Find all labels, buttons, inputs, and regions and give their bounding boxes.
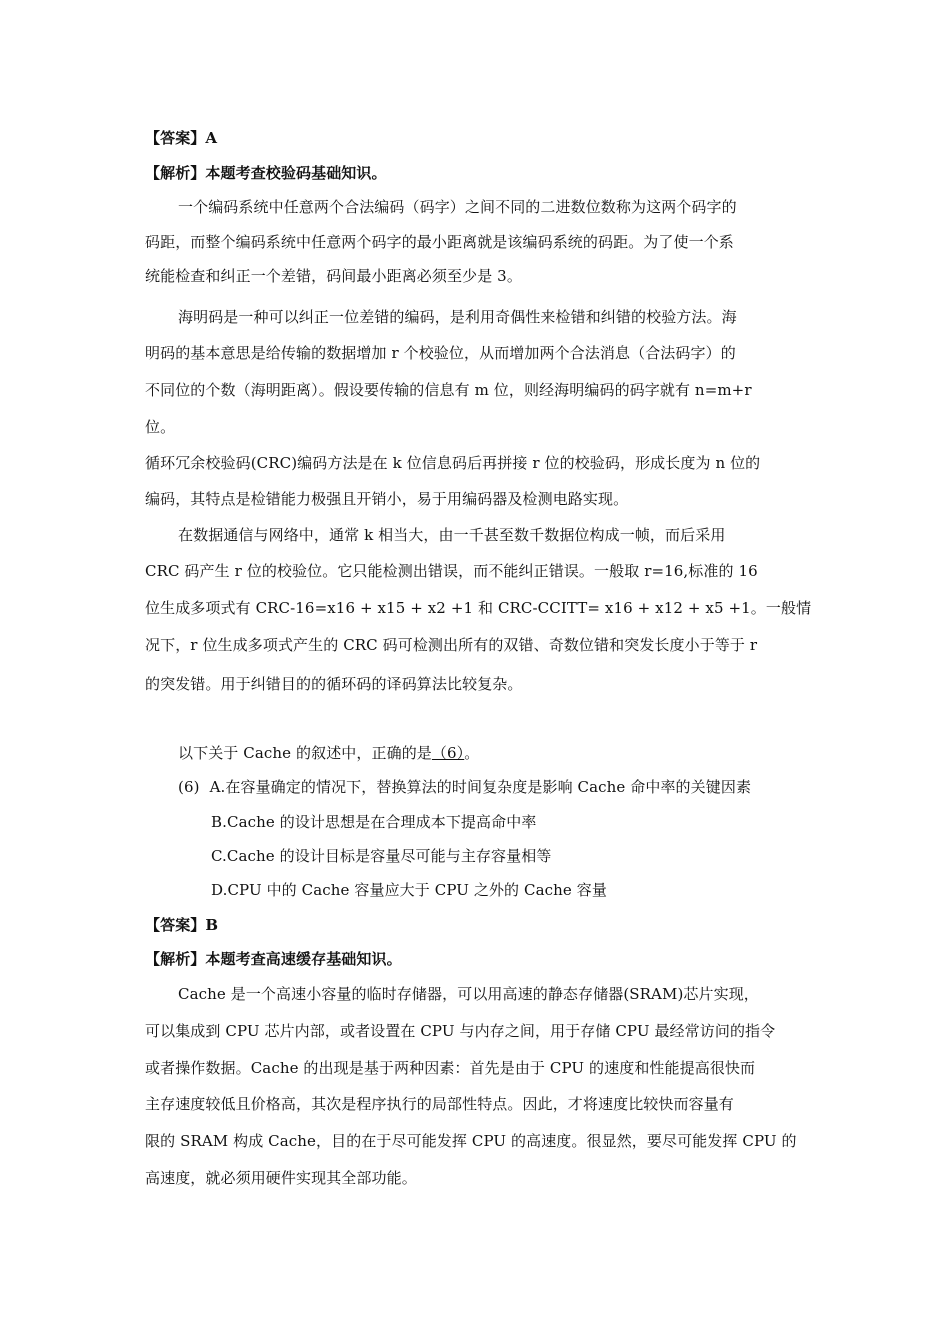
option-row bbox=[178, 777, 843, 797]
question-stem bbox=[178, 743, 843, 763]
paragraph-line: 编码，其特点是检错能力极强且开销小，易于用编码器及检测电路实现。 bbox=[145, 490, 629, 508]
paragraph-line: 循环冗余校验码(CRC)编码方法是在 k 位信息码后再拼接 r 位的校验码，形成长度为 n 位的 bbox=[145, 454, 761, 472]
paragraph-line: 位生成多项式有 CRC-16=x16 + x15 + x2 +1 和 CRC-CCITT= x16 + x12 + x5 +1。一般情 bbox=[145, 599, 812, 617]
question-stem-end: 。 bbox=[464, 744, 480, 762]
option-a: A.在容量确定的情况下，替换算法的时间复杂度是影响 Cache 命中率的关键因素 bbox=[209, 778, 752, 796]
paragraph-line: 位。 bbox=[145, 418, 176, 436]
paragraph-line: 可以集成到 CPU 芯片内部，或者设置在 CPU 与内存之间，用于存储 CPU 最经常访问的指令 bbox=[145, 1022, 776, 1040]
paragraph-line: CRC 码产生 r 位的校验位。它只能检测出错误，而不能纠正错误。一般取 r=16,标准的 16 bbox=[145, 562, 758, 580]
option-c: C.Cache 的设计目标是容量尽可能与主存容量相等 bbox=[211, 847, 552, 865]
question-blank: （6） bbox=[431, 744, 465, 762]
paragraph-line: 码距，而整个编码系统中任意两个码字的最小距离就是该编码系统的码距。为了使一个系 bbox=[145, 233, 734, 251]
analysis-heading: 【解析】本题考查校验码基础知识。 bbox=[145, 164, 387, 182]
paragraph-line: Cache 是一个高速小容量的临时存储器，可以用高速的静态存储器(SRAM)芯片实现， bbox=[178, 985, 759, 1003]
paragraph-line: 海明码是一种可以纠正一位差错的编码，是利用奇偶性来检错和纠错的校验方法。海 bbox=[178, 308, 737, 326]
paragraph-line: 在数据通信与网络中，通常 k 相当大，由一千甚至数千数据位构成一帧，而后采用 bbox=[178, 526, 726, 544]
paragraph-line: 限的 SRAM 构成 Cache，目的在于尽可能发挥 CPU 的高速度。很显然，要尽可能发挥 CPU 的 bbox=[145, 1132, 797, 1150]
paragraph-line: 一个编码系统中任意两个合法编码（码字）之间不同的二进数位数称为这两个码字的 bbox=[178, 198, 737, 216]
paragraph-line: 统能检查和纠正一个差错，码间最小距离必须至少是 3。 bbox=[145, 267, 522, 285]
paragraph-line: 况下，r 位生成多项式产生的 CRC 码可检测出所有的双错、奇数位错和突发长度小于等于 r bbox=[145, 636, 758, 654]
question-stem-text: 以下关于 Cache 的叙述中，正确的是 bbox=[178, 744, 432, 762]
answer-label: 【答案】A bbox=[145, 129, 218, 147]
option-d: D.CPU 中的 Cache 容量应大于 CPU 之外的 Cache 容量 bbox=[211, 881, 607, 899]
paragraph-line: 明码的基本意思是给传输的数据增加 r 个校验位，从而增加两个合法消息（合法码字）的 bbox=[145, 344, 736, 362]
question-number: (6) bbox=[178, 778, 200, 796]
option-b: B.Cache 的设计思想是在合理成本下提高命中率 bbox=[211, 813, 537, 831]
paragraph-line: 高速度，就必须用硬件实现其全部功能。 bbox=[145, 1169, 417, 1187]
analysis-heading: 【解析】本题考查高速缓存基础知识。 bbox=[145, 950, 402, 968]
paragraph-line: 的突发错。用于纠错目的的循环码的译码算法比较复杂。 bbox=[145, 675, 523, 693]
paragraph-line: 不同位的个数（海明距离）。假设要传输的信息有 m 位，则经海明编码的码字就有 n=m+r bbox=[145, 381, 752, 399]
paragraph-line: 或者操作数据。Cache 的出现是基于两种因素：首先是由于 CPU 的速度和性能提高很快而 bbox=[145, 1059, 756, 1077]
paragraph-line: 主存速度较低且价格高，其次是程序执行的局部性特点。因此，才将速度比较快而容量有 bbox=[145, 1095, 734, 1113]
answer-label: 【答案】B bbox=[145, 916, 219, 934]
